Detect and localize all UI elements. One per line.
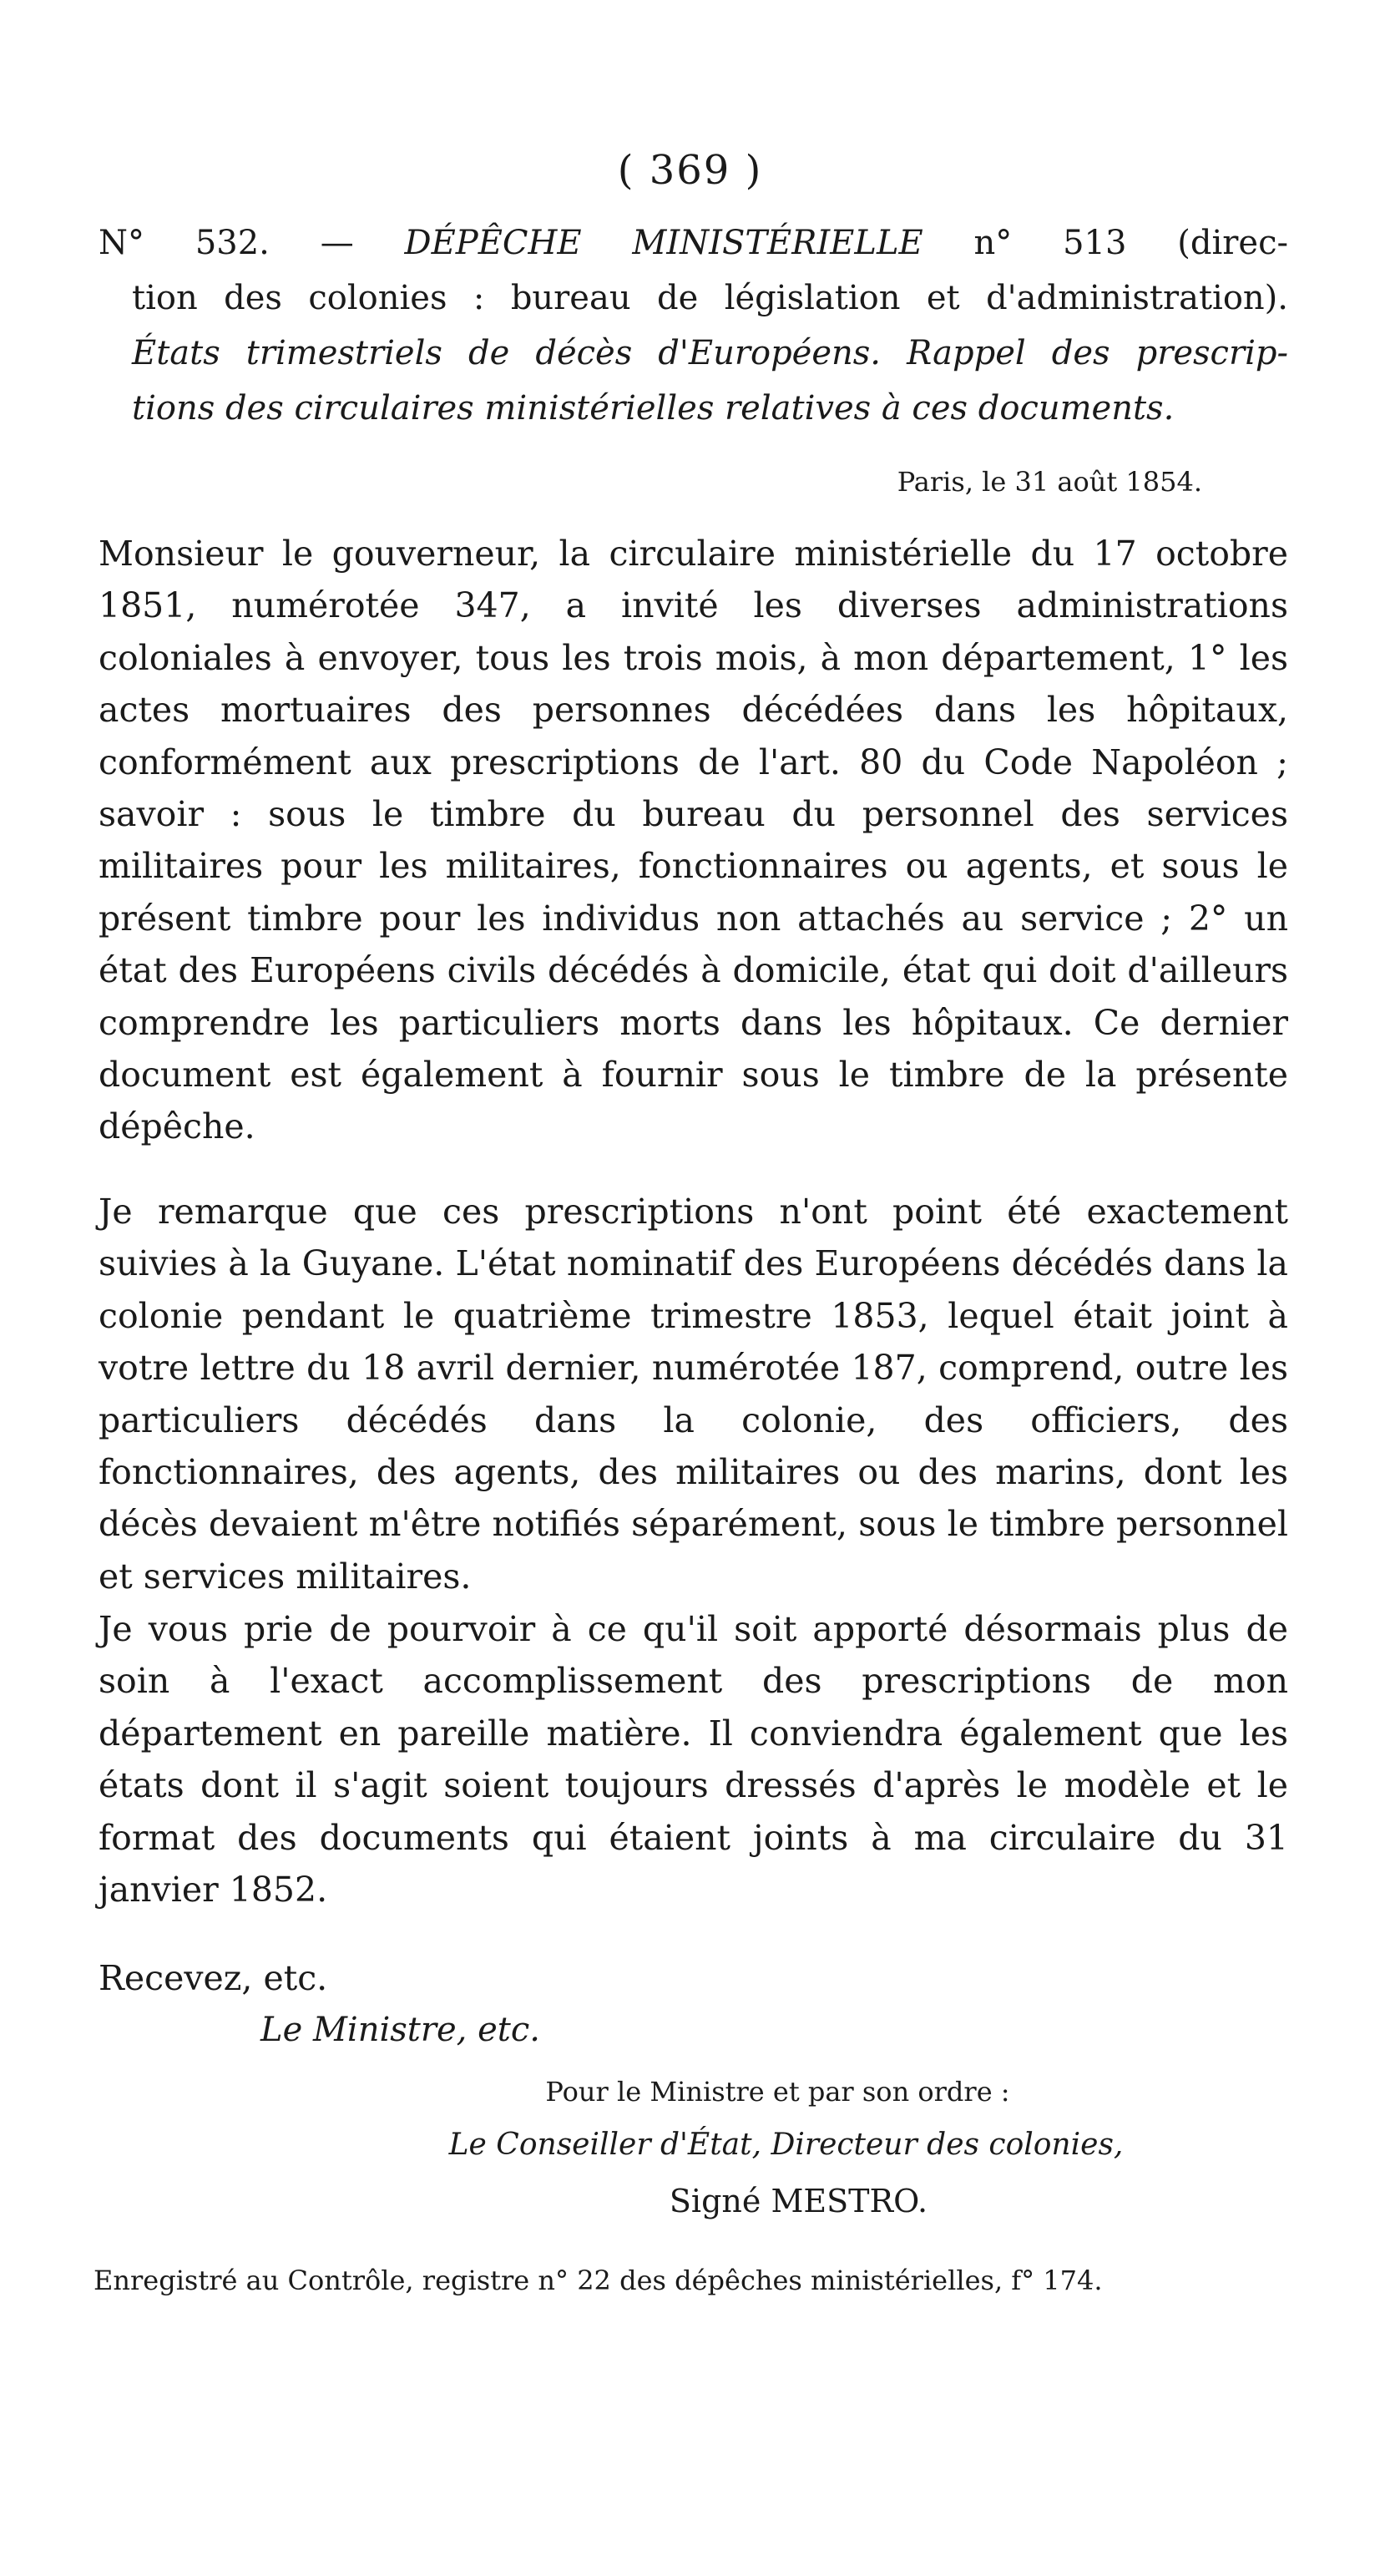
heading-line-1 bbox=[99, 215, 1288, 271]
dispatch-title: DÉPÊCHE MINISTÉRIELLE bbox=[404, 224, 923, 262]
heading-line-4: tions des circulaires ministérielles relatives à ces documents. bbox=[132, 389, 1175, 428]
page-number: ( 369 ) bbox=[617, 147, 763, 194]
paragraph-2 bbox=[99, 1186, 1288, 1602]
paragraph-text: Je remarque que ces prescriptions n'ont point été exactement suivies à la Guyane. L'état nominatif des Européens décédés dans la colonie pendant le quatrième trimestre 1853, lequel était joint à votre lettre du 18 avril dernier, numérotée 187, comprend, outre les particuliers décédés dans la colonie, des officiers, des fonctionnaires, des agents, des militaires ou des marins, dont les décès devaient m'être notifiés séparément, sous le timbre personnel et services militaires. bbox=[99, 1192, 1288, 1597]
paragraph-3 bbox=[99, 1603, 1288, 1916]
date-line: Paris, le 31 août 1854. bbox=[897, 466, 1202, 498]
signature-signed: Signé MESTRO. bbox=[669, 2183, 928, 2219]
paragraph-text: Monsieur le gouverneur, la circulaire ministérielle du 17 octobre 1851, numérotée 347, a invité les diverses administrations coloniales à envoyer, tous les trois mois, à mon département, 1° les actes mortuaires des personnes décédées dans les hôpitaux, conformément aux prescriptions de l'art. 80 du Code Napoléon ; savoir : sous le timbre du bureau du personnel des services militaires pour les militaires, fonctionnaires ou agents, et sous le présent timbre pour les individus non attachés au service ; 2° un état des Européens civils décédés à domicile, état qui doit d'ailleurs comprendre les particuliers morts dans les hôpitaux. Ce dernier document est également à fournir sous le timbre de la présente dépêche. bbox=[99, 534, 1288, 1147]
heading-line-3: États trimestriels de décès d'Européens. Rappel des prescrip- bbox=[132, 334, 1288, 372]
registration-footnote: Enregistré au Contrôle, registre n° 22 des dépêches ministérielles, f° 174. bbox=[94, 2265, 1103, 2296]
paragraph-text: Je vous prie de pourvoir à ce qu'il soit apporté désormais plus de soin à l'exact accomplissement des prescriptions de mon département en pareille matière. Il conviendra également que les états dont il s'agit soient toujours dressés d'après le modèle et le format des documents qui étaient joints à ma circulaire du 31 janvier 1852. bbox=[99, 1609, 1288, 1910]
paragraph-1 bbox=[99, 528, 1288, 1153]
dispatch-number: N° 532. — bbox=[99, 224, 354, 262]
dispatch-reference: n° 513 (direc- bbox=[973, 224, 1288, 262]
signature-title: Le Conseiller d'État, Directeur des colonies, bbox=[448, 2128, 1124, 2162]
dispatch-heading bbox=[99, 215, 1288, 436]
signature-order: Pour le Ministre et par son ordre : bbox=[545, 2076, 1010, 2108]
paragraph-text: Recevez, etc. bbox=[99, 1958, 328, 1998]
signature-minister: Le Ministre, etc. bbox=[260, 2011, 540, 2049]
heading-line-2: tion des colonies : bureau de législation et d'administration). bbox=[132, 279, 1288, 317]
closing-line bbox=[99, 1952, 1288, 2004]
